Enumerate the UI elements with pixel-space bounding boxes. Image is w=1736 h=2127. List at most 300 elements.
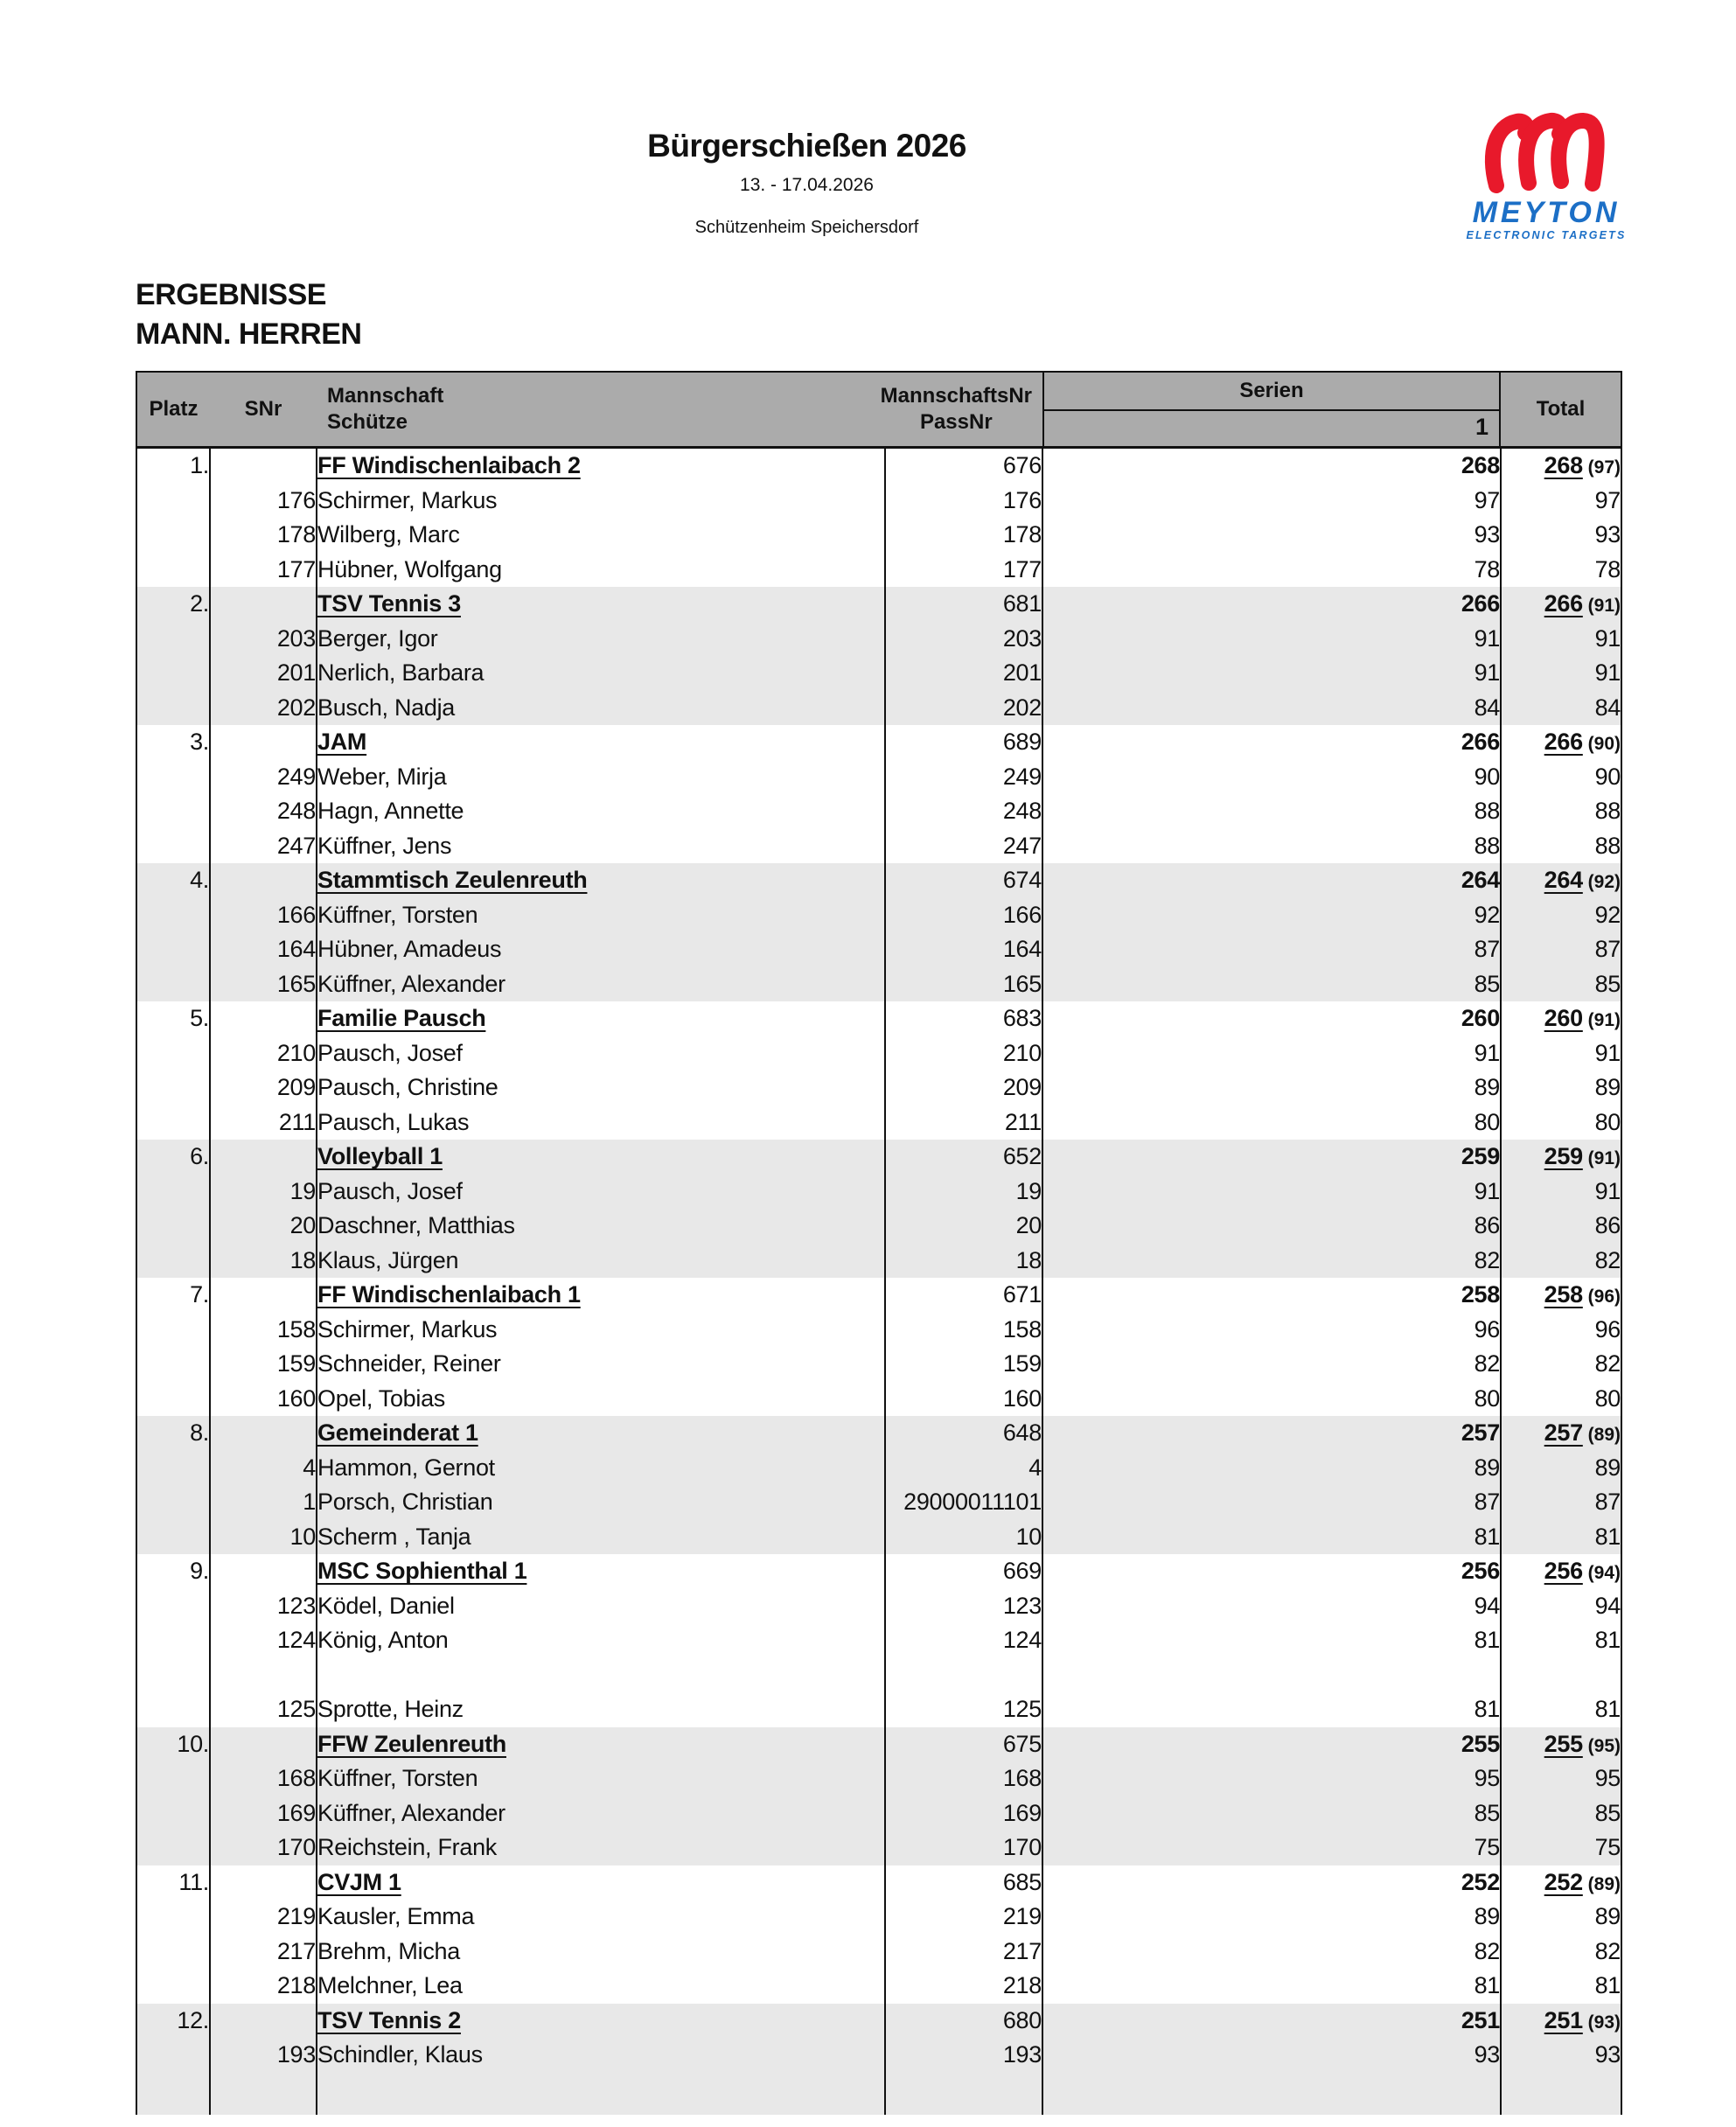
mannschaftsnr-cell: 689	[885, 725, 1042, 760]
platz-cell	[137, 622, 210, 657]
snr-cell	[210, 1727, 317, 1762]
passnr-cell: 209	[885, 1070, 1042, 1105]
snr-cell	[210, 2004, 317, 2039]
serie1-cell: 91	[1042, 1036, 1501, 1071]
snr-cell: 124	[210, 1623, 317, 1658]
platz-cell: 7.	[137, 1278, 210, 1313]
snr-cell: 125	[210, 1692, 317, 1727]
mannschaftsnr-cell: 675	[885, 1727, 1042, 1762]
total-cell: 89	[1501, 1451, 1621, 1486]
passnr-cell: 160	[885, 1382, 1042, 1417]
shooter-name-cell: Busch, Nadja	[317, 691, 885, 726]
passnr-cell: 177	[885, 553, 1042, 588]
team-name-cell	[317, 1727, 885, 1762]
column-header-serie-1: 1	[1475, 414, 1488, 440]
team-total-best-series: (89)	[1582, 1425, 1621, 1446]
snr-cell: 170	[210, 1831, 317, 1865]
serie1-cell: 82	[1042, 1347, 1501, 1382]
serie1-cell: 93	[1042, 518, 1501, 553]
team-total-best-series: (96)	[1582, 1287, 1621, 1308]
serie1-cell: 81	[1042, 1969, 1501, 2004]
total-cell: 95	[1501, 1761, 1621, 1796]
member-row	[137, 1209, 1621, 1244]
snr-cell: 177	[210, 553, 317, 588]
platz-cell	[137, 1520, 210, 1555]
team-row	[137, 2004, 1621, 2039]
total-cell: 91	[1501, 622, 1621, 657]
mannschaftsnr-cell: 648	[885, 1416, 1042, 1451]
snr-cell: 164	[210, 932, 317, 967]
serie1-cell: 85	[1042, 1796, 1501, 1831]
team-serie1-cell: 258	[1042, 1278, 1501, 1313]
member-row	[137, 1692, 1621, 1727]
total-cell: 89	[1594, 1074, 1621, 1101]
team-name: JAM	[317, 729, 367, 756]
snr-cell: 176	[210, 484, 317, 519]
shooter-name-cell: Küffner, Torsten	[317, 898, 885, 933]
member-row	[137, 622, 1621, 657]
passnr-cell: 164	[885, 932, 1042, 967]
member-row	[137, 1761, 1621, 1796]
serie1-cell: 84	[1042, 691, 1501, 726]
team-total-cell	[1501, 2004, 1621, 2039]
team-name-cell	[317, 1278, 885, 1313]
column-header-mannschaft: Mannschaft	[327, 384, 444, 408]
team-total-value: 264	[1544, 867, 1583, 894]
platz-cell: 10.	[137, 1727, 210, 1762]
serie1-cell: 88	[1042, 794, 1501, 829]
platz-cell	[137, 829, 210, 864]
snr-cell: 1	[210, 1485, 317, 1520]
snr-cell: 166	[210, 898, 317, 933]
member-row	[137, 1070, 1621, 1105]
platz-cell: 11.	[137, 1865, 210, 1900]
total-cell: 80	[1594, 1384, 1621, 1412]
passnr-cell: 168	[885, 1761, 1042, 1796]
passnr-cell: 210	[885, 1036, 1042, 1071]
total-cell: 88	[1594, 832, 1621, 859]
column-header-mannschaftsnr-passnr	[881, 383, 1032, 436]
snr-cell: 193	[210, 2038, 317, 2073]
team-name-cell	[317, 2004, 885, 2039]
snr-cell: 18	[210, 1244, 317, 1279]
member-row	[137, 1244, 1621, 1279]
passnr-cell: 169	[885, 1796, 1042, 1831]
platz-cell	[137, 898, 210, 933]
snr-cell: 168	[210, 1761, 317, 1796]
platz-cell	[137, 1209, 210, 1244]
member-row	[137, 1347, 1621, 1382]
shooter-name-cell: Melchner, Lea	[317, 1969, 885, 2004]
member-row	[137, 656, 1621, 691]
serie1-cell: 81	[1042, 1520, 1501, 1555]
shooter-name-cell: Hübner, Wolfgang	[317, 553, 885, 588]
shooter-name-cell: Hammon, Gernot	[317, 1451, 885, 1486]
team-serie1-cell: 257	[1042, 1416, 1501, 1451]
platz-cell: 4.	[137, 863, 210, 898]
team-total-value: 257	[1544, 1419, 1583, 1447]
snr-cell	[210, 1278, 317, 1313]
snr-cell	[210, 587, 317, 622]
team-name: FFW Zeulenreuth	[317, 1730, 506, 1757]
column-header-platz: Platz	[149, 397, 199, 421]
snr-cell: 169	[210, 1796, 317, 1831]
total-cell: 91	[1501, 656, 1621, 691]
platz-cell: 1.	[137, 449, 210, 484]
team-total-best-series: (89)	[1582, 1873, 1621, 1894]
mannschaftsnr-cell: 680	[885, 2004, 1042, 2039]
member-row	[137, 1796, 1621, 1831]
platz-cell	[137, 1347, 210, 1382]
mannschaftsnr-cell: 671	[885, 1278, 1042, 1313]
total-cell: 84	[1501, 691, 1621, 726]
serie1-cell: 97	[1042, 484, 1501, 519]
team-total-best-series: (90)	[1582, 734, 1621, 755]
mannschaftsnr-cell: 681	[885, 587, 1042, 622]
member-row	[137, 1451, 1621, 1486]
team-total-cell	[1501, 1416, 1621, 1451]
passnr-cell: 19	[885, 1175, 1042, 1210]
team-name: FF Windischenlaibach 2	[317, 452, 581, 479]
shooter-name-cell: Weber, Mirja	[317, 760, 885, 795]
column-header-mannschaft-schuetze	[327, 383, 443, 436]
team-name-cell	[317, 1554, 885, 1589]
platz-cell	[137, 1935, 210, 1970]
team-total-value: 252	[1544, 1868, 1583, 1895]
total-cell: 81	[1594, 1972, 1621, 1999]
shooter-name-cell: Kausler, Emma	[317, 1900, 885, 1935]
team-name-cell	[317, 725, 885, 760]
snr-cell: 247	[210, 829, 317, 864]
mannschaftsnr-cell: 669	[885, 1554, 1042, 1589]
total-cell	[1501, 1658, 1621, 1693]
column-header-serien: Serien	[1044, 373, 1499, 411]
serie1-cell: 82	[1042, 1935, 1501, 1970]
passnr-cell: 10	[885, 1520, 1042, 1555]
passnr-cell	[885, 1658, 1042, 1693]
platz-cell	[137, 1969, 210, 2004]
platz-cell: 3.	[137, 725, 210, 760]
passnr-cell: 219	[885, 1900, 1042, 1935]
passnr-cell: 165	[885, 967, 1042, 1002]
shooter-name-cell: Hübner, Amadeus	[317, 932, 885, 967]
team-row	[137, 1001, 1621, 1036]
serie1-cell: 82	[1042, 1244, 1501, 1279]
platz-cell	[137, 553, 210, 588]
team-name: Gemeinderat 1	[317, 1419, 478, 1447]
team-total-cell	[1501, 1865, 1621, 1900]
platz-cell	[137, 1105, 210, 1140]
platz-cell	[137, 967, 210, 1002]
shooter-name-cell: Opel, Tobias	[317, 1382, 885, 1417]
platz-cell	[137, 2038, 210, 2073]
team-total-value: 259	[1544, 1143, 1583, 1170]
column-header-mannschaftsnr: MannschaftsNr	[880, 384, 1032, 408]
team-serie1-cell: 252	[1042, 1865, 1501, 1900]
team-total-cell	[1501, 863, 1621, 898]
meyton-logo	[1459, 107, 1634, 241]
snr-cell: 249	[210, 760, 317, 795]
total-cell: 97	[1594, 486, 1621, 513]
mannschaftsnr-cell: 652	[885, 1140, 1042, 1175]
total-cell: 93	[1501, 2038, 1621, 2073]
team-total-cell	[1501, 1140, 1621, 1175]
snr-cell: 248	[210, 794, 317, 829]
results-table	[136, 371, 1622, 2115]
team-total-cell	[1501, 587, 1621, 622]
platz-cell	[137, 1036, 210, 1071]
serie1-cell: 89	[1042, 1070, 1501, 1105]
team-serie1-cell: 260	[1042, 1001, 1501, 1036]
platz-cell	[137, 932, 210, 967]
total-cell: 89	[1594, 1903, 1621, 1930]
team-total-best-series: (91)	[1582, 1010, 1621, 1031]
team-row	[137, 1865, 1621, 1900]
total-cell: 81	[1594, 1627, 1621, 1654]
serie1-cell: 81	[1042, 1692, 1501, 1727]
total-cell: 81	[1594, 1696, 1621, 1723]
snr-cell	[210, 1001, 317, 1036]
team-total-cell	[1501, 1554, 1621, 1589]
platz-cell	[137, 1175, 210, 1210]
shooter-name-cell: Daschner, Matthias	[317, 1209, 885, 1244]
serie1-cell: 94	[1042, 1589, 1501, 1624]
section-title-line1: ERGEBNISSE	[136, 278, 326, 311]
total-cell	[1501, 2073, 1621, 2115]
column-header-schuetze: Schütze	[327, 410, 408, 434]
team-total-best-series: (93)	[1582, 2012, 1621, 2033]
shooter-name-cell: Wilberg, Marc	[317, 518, 885, 553]
serie1-cell: 92	[1042, 898, 1501, 933]
team-name: FF Windischenlaibach 1	[317, 1281, 581, 1308]
snr-cell	[210, 1865, 317, 1900]
passnr-cell: 202	[885, 691, 1042, 726]
serie1-cell: 87	[1042, 932, 1501, 967]
platz-cell: 6.	[137, 1140, 210, 1175]
team-total-cell	[1501, 1278, 1621, 1313]
serie1-cell: 89	[1042, 1900, 1501, 1935]
team-name-cell	[317, 1001, 885, 1036]
team-total-value: 251	[1544, 2006, 1583, 2033]
shooter-name-cell: Küffner, Torsten	[317, 1761, 885, 1796]
team-name: Familie Pausch	[317, 1005, 486, 1032]
team-name-cell	[317, 1416, 885, 1451]
member-row	[137, 1520, 1621, 1555]
shooter-name-cell: Pausch, Christine	[317, 1070, 885, 1105]
team-name-cell	[317, 587, 885, 622]
snr-cell: 158	[210, 1313, 317, 1348]
total-cell: 85	[1501, 967, 1621, 1002]
snr-cell	[210, 1554, 317, 1589]
team-name: Stammtisch Zeulenreuth	[317, 867, 588, 894]
platz-cell: 2.	[137, 587, 210, 622]
platz-cell	[137, 1623, 210, 1658]
serie1-cell: 78	[1042, 553, 1501, 588]
team-serie1-cell: 256	[1042, 1554, 1501, 1589]
team-row	[137, 863, 1621, 898]
passnr-cell: 218	[885, 1969, 1042, 2004]
serie1-cell: 88	[1042, 829, 1501, 864]
passnr-cell: 217	[885, 1935, 1042, 1970]
shooter-name-cell: Küffner, Jens	[317, 829, 885, 864]
mannschaftsnr-cell: 674	[885, 863, 1042, 898]
serie1-cell: 91	[1042, 656, 1501, 691]
team-row	[137, 587, 1621, 622]
passnr-cell: 4	[885, 1451, 1042, 1486]
shooter-name-cell: Schneider, Reiner	[317, 1347, 885, 1382]
team-row	[137, 1278, 1621, 1313]
team-row	[137, 1727, 1621, 1762]
serie1-cell: 93	[1042, 2038, 1501, 2073]
snr-cell: 4	[210, 1451, 317, 1486]
serie1-cell: 87	[1042, 1485, 1501, 1520]
team-name-cell	[317, 1865, 885, 1900]
team-serie1-cell: 251	[1042, 2004, 1501, 2039]
snr-cell: 10	[210, 1520, 317, 1555]
team-total-value: 268	[1544, 452, 1583, 479]
shooter-name-cell: Klaus, Jürgen	[317, 1244, 885, 1279]
team-total-best-series: (91)	[1582, 1148, 1621, 1169]
total-cell: 90	[1594, 763, 1621, 790]
serie1-cell: 95	[1042, 1761, 1501, 1796]
platz-cell	[137, 1692, 210, 1727]
passnr-cell: 123	[885, 1589, 1042, 1624]
platz-cell	[137, 1589, 210, 1624]
platz-cell: 12.	[137, 2004, 210, 2039]
shooter-name-cell: Ködel, Daniel	[317, 1589, 885, 1624]
team-name: TSV Tennis 3	[317, 590, 461, 617]
snr-cell	[210, 1140, 317, 1175]
member-row	[137, 1935, 1621, 1970]
team-row	[137, 1140, 1621, 1175]
shooter-name-cell: Schirmer, Markus	[317, 484, 885, 519]
passnr-cell: 170	[885, 1831, 1042, 1865]
member-row	[137, 794, 1621, 829]
member-row	[137, 898, 1621, 933]
platz-cell	[137, 1382, 210, 1417]
member-row	[137, 518, 1621, 553]
platz-cell	[137, 656, 210, 691]
total-cell: 80	[1594, 1108, 1621, 1135]
member-row	[137, 484, 1621, 519]
shooter-name-cell: Brehm, Micha	[317, 1935, 885, 1970]
section-title	[136, 275, 361, 354]
snr-cell: 210	[210, 1036, 317, 1071]
snr-cell	[210, 725, 317, 760]
member-row	[137, 1589, 1621, 1624]
column-header-passnr: PassNr	[919, 410, 993, 434]
serie1-cell	[1042, 1658, 1501, 1693]
total-cell: 93	[1594, 521, 1621, 548]
passnr-cell: 178	[885, 518, 1042, 553]
team-name-cell	[317, 863, 885, 898]
passnr-cell: 159	[885, 1347, 1042, 1382]
shooter-name-cell: Pausch, Josef	[317, 1036, 885, 1071]
passnr-cell: 249	[885, 760, 1042, 795]
team-serie1-cell: 255	[1042, 1727, 1501, 1762]
snr-cell: 202	[210, 691, 317, 726]
snr-cell: 160	[210, 1382, 317, 1417]
team-total-best-series: (97)	[1582, 457, 1621, 478]
member-row	[137, 1105, 1621, 1140]
team-serie1-cell: 259	[1042, 1140, 1501, 1175]
serie1-cell	[1042, 2073, 1501, 2115]
total-cell: 82	[1594, 1350, 1621, 1377]
total-cell: 82	[1501, 1244, 1621, 1279]
snr-cell	[210, 863, 317, 898]
snr-cell: 217	[210, 1935, 317, 1970]
section-title-line2: MANN. HERREN	[136, 317, 362, 351]
platz-cell	[137, 2073, 210, 2115]
snr-cell: 218	[210, 1969, 317, 2004]
team-name: Volleyball 1	[317, 1143, 443, 1170]
event-venue: Schützenheim Speichersdorf	[694, 218, 919, 237]
platz-cell	[137, 691, 210, 726]
results-table-body	[137, 449, 1621, 2115]
team-total-value: 260	[1544, 1005, 1583, 1032]
team-row	[137, 449, 1621, 484]
column-header-total: Total	[1536, 397, 1586, 421]
shooter-name-cell: Schirmer, Markus	[317, 1313, 885, 1348]
serie1-cell: 80	[1042, 1382, 1501, 1417]
member-row	[137, 1623, 1621, 1658]
team-total-value: 255	[1544, 1730, 1583, 1757]
team-total-value: 266	[1544, 590, 1583, 617]
team-total-best-series: (95)	[1582, 1735, 1621, 1756]
platz-cell	[137, 484, 210, 519]
event-date-range: 13. - 17.04.2026	[740, 175, 874, 195]
passnr-cell: 203	[885, 622, 1042, 657]
mannschaftsnr-cell: 685	[885, 1865, 1042, 1900]
snr-cell: 20	[210, 1209, 317, 1244]
member-row	[137, 1175, 1621, 1210]
column-header-serien-group	[1042, 373, 1501, 446]
snr-cell	[210, 449, 317, 484]
team-name-cell	[317, 449, 885, 484]
member-row	[137, 829, 1621, 864]
passnr-cell: 248	[885, 794, 1042, 829]
snr-cell: 178	[210, 518, 317, 553]
member-row	[137, 1485, 1621, 1520]
total-cell: 91	[1594, 1039, 1621, 1066]
member-row	[137, 932, 1621, 967]
member-row	[137, 1036, 1621, 1071]
platz-cell	[137, 1831, 210, 1865]
team-row	[137, 725, 1621, 760]
total-cell: 78	[1594, 555, 1621, 582]
passnr-cell: 193	[885, 2038, 1042, 2073]
shooter-name-cell: Scherm , Tanja	[317, 1520, 885, 1555]
snr-cell: 209	[210, 1070, 317, 1105]
snr-cell: 123	[210, 1589, 317, 1624]
passnr-cell: 158	[885, 1313, 1042, 1348]
team-name: CVJM 1	[317, 1868, 401, 1895]
total-cell: 87	[1501, 932, 1621, 967]
shooter-name-cell: Pausch, Josef	[317, 1175, 885, 1210]
team-total-value: 266	[1544, 729, 1583, 756]
team-total-value: 258	[1544, 1281, 1583, 1308]
table-header	[137, 373, 1621, 449]
member-row	[137, 1969, 1621, 2004]
meyton-m-icon	[1476, 107, 1616, 196]
total-cell: 87	[1501, 1485, 1621, 1520]
serie1-cell: 81	[1042, 1623, 1501, 1658]
total-cell: 86	[1501, 1209, 1621, 1244]
snr-cell: 219	[210, 1900, 317, 1935]
total-cell: 88	[1594, 798, 1621, 825]
team-total-best-series: (94)	[1582, 1563, 1621, 1584]
platz-cell	[137, 1796, 210, 1831]
